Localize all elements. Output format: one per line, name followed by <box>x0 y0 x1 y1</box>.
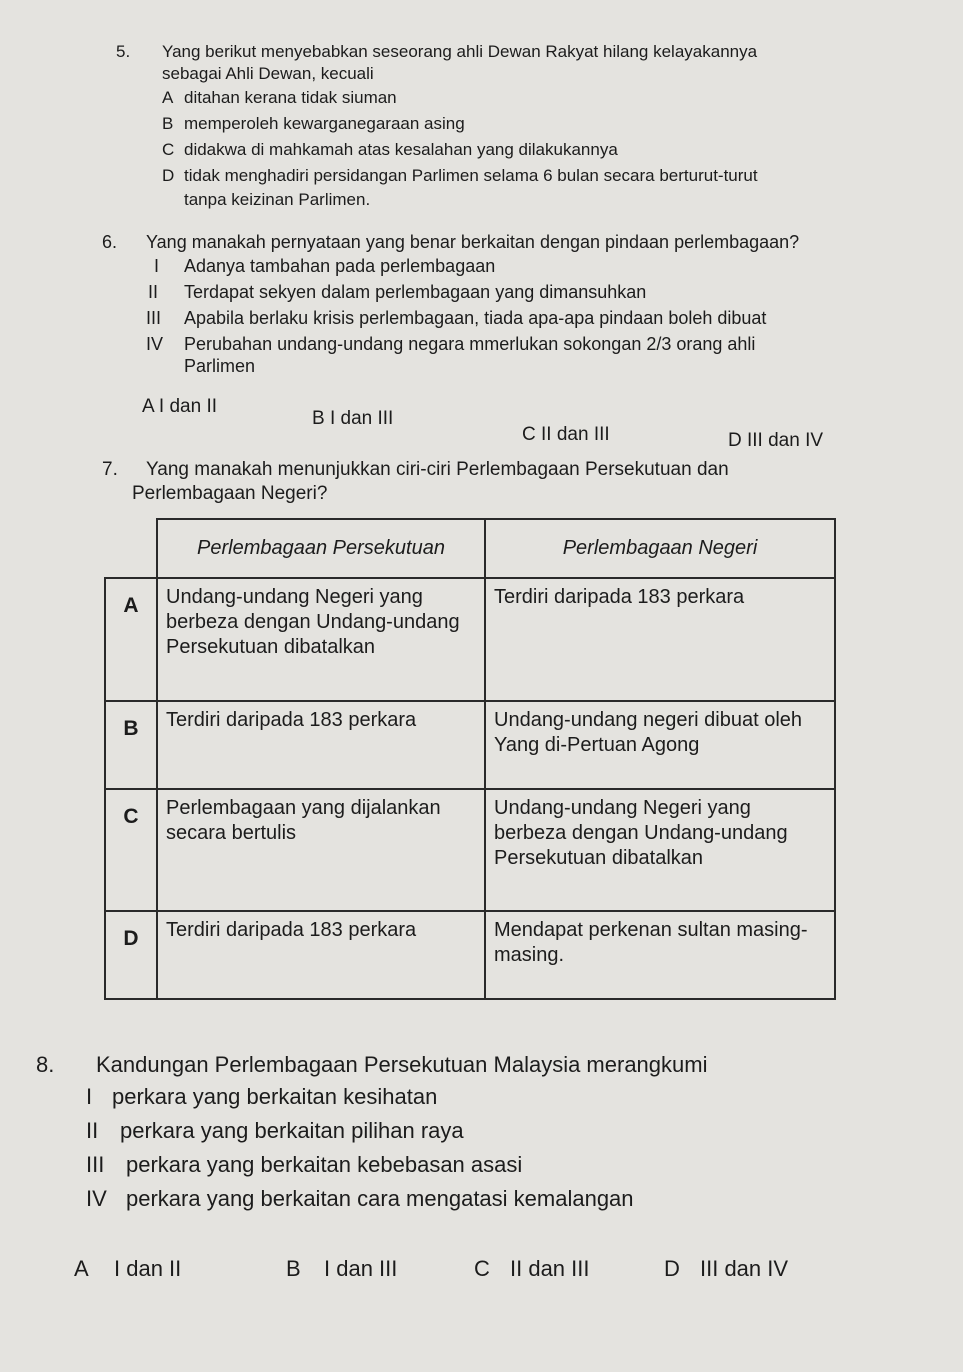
q8-stem: Kandungan Perlembagaan Persekutuan Malaysia merangkumi <box>96 1052 708 1077</box>
q6-statement-iv-text: Perubahan undang-undang negara mmerlukan sokongan 2/3 orang ahli <box>184 334 756 354</box>
q8-answer-c-letter: C <box>474 1256 490 1281</box>
q6-answer-c: C II dan III <box>522 424 610 445</box>
q7-number: 7. <box>102 459 118 480</box>
q6-statement-ii-roman: II <box>148 282 159 302</box>
q6-statement-i-text: Adanya tambahan pada perlembagaan <box>184 256 496 276</box>
table-cell-negeri: Mendapat perkenan sultan masing-masing. <box>485 911 835 999</box>
q6-statement-iv-roman: IV <box>146 334 164 354</box>
q6-answer-b: B I dan III <box>312 408 394 429</box>
q5-number: 5. <box>116 42 131 61</box>
q8-answer-d-text: III dan IV <box>700 1256 789 1281</box>
q6-statement-iii-roman: III <box>146 308 162 328</box>
q8-answer-b-letter: B <box>286 1256 301 1281</box>
q6-answer-d: D III dan IV <box>728 430 824 451</box>
q5-option-a-text: ditahan kerana tidak siuman <box>184 88 397 107</box>
table-cell-negeri: Terdiri daripada 183 perkara <box>485 578 835 700</box>
q6-statement-iv-text-cont: Parlimen <box>184 356 256 376</box>
table-row-label: C <box>105 789 157 911</box>
table-cell-persekutuan: Terdiri daripada 183 perkara <box>157 911 485 999</box>
q5-option-c-letter: C <box>162 140 175 159</box>
q5-option-b-letter: B <box>162 114 174 133</box>
q8-statement-ii-roman: II <box>86 1118 99 1143</box>
q5-stem-line2: sebagai Ahli Dewan, kecuali <box>162 64 374 83</box>
q8-statement-i-text: perkara yang berkaitan kesihatan <box>112 1084 438 1109</box>
table-cell-persekutuan: Undang-undang Negeri yang berbeza dengan Undang-undang Persekutuan dibatalkan <box>157 578 485 700</box>
q5-option-d-text: tidak menghadiri persidangan Parlimen selama 6 bulan secara berturut-turut <box>184 166 758 185</box>
table-header-blank <box>105 519 157 578</box>
q6-answer-a: A I dan II <box>142 396 217 417</box>
table-row <box>105 911 835 999</box>
q5-option-d-text-cont: tanpa keizinan Parlimen. <box>184 190 371 209</box>
q5-option-b-text: memperoleh kewarganegaraan asing <box>184 114 465 133</box>
q8-answer-d-letter: D <box>664 1256 680 1281</box>
q6-statement-iii-text: Apabila berlaku krisis perlembagaan, tiada apa-apa pindaan boleh dibuat <box>184 308 767 328</box>
table-row-label: B <box>105 701 157 789</box>
q8-answer-a-letter: A <box>74 1256 89 1281</box>
q6-statement-ii-text: Terdapat sekyen dalam perlembagaan yang dimansuhkan <box>184 282 647 302</box>
q8-statement-i-roman: I <box>86 1084 93 1109</box>
q7-stem-line1: Yang manakah menunjukkan ciri-ciri Perlembagaan Persekutuan dan <box>146 459 729 480</box>
table-cell-negeri: Undang-undang Negeri yang berbeza dengan Undang-undang Persekutuan dibatalkan <box>485 789 835 911</box>
q5-option-c-text: didakwa di mahkamah atas kesalahan yang dilakukannya <box>184 140 618 159</box>
q6-stem: Yang manakah pernyataan yang benar berkaitan dengan pindaan perlembagaan? <box>146 232 800 252</box>
q5-stem-line1: Yang berikut menyebabkan seseorang ahli Dewan Rakyat hilang kelayakannya <box>162 42 758 61</box>
q8-answer-a-text: I dan II <box>114 1256 182 1281</box>
q8-statement-iv-roman: IV <box>86 1186 107 1211</box>
table-row <box>105 578 835 700</box>
q8-statement-iii-roman: III <box>86 1152 105 1177</box>
table-cell-persekutuan: Terdiri daripada 183 perkara <box>157 701 485 789</box>
q7-stem-line2: Perlembagaan Negeri? <box>132 483 328 504</box>
table-cell-persekutuan: Perlembagaan yang dijalankan secara bertulis <box>157 789 485 911</box>
table-header-row <box>105 519 835 578</box>
q8-number: 8. <box>36 1052 55 1077</box>
q5-option-d-letter: D <box>162 166 175 185</box>
table-row <box>105 789 835 911</box>
q8-answer-c-text: II dan III <box>510 1256 590 1281</box>
q5-option-a-letter: A <box>162 88 174 107</box>
table-row <box>105 701 835 789</box>
q7-comparison-table <box>104 518 836 1000</box>
table-header-persekutuan: Perlembagaan Persekutuan <box>157 519 485 578</box>
q8-statement-iv-text: perkara yang berkaitan cara mengatasi kemalangan <box>126 1186 634 1211</box>
q6-statement-i-roman: I <box>154 256 160 276</box>
table-row-label: D <box>105 911 157 999</box>
table-header-negeri: Perlembagaan Negeri <box>485 519 835 578</box>
q8-answer-b-text: I dan III <box>324 1256 398 1281</box>
q8-statement-ii-text: perkara yang berkaitan pilihan raya <box>120 1118 464 1143</box>
table-cell-negeri: Undang-undang negeri dibuat oleh Yang di-Pertuan Agong <box>485 701 835 789</box>
table-row-label: A <box>105 578 157 700</box>
q6-number: 6. <box>102 232 118 252</box>
q8-statement-iii-text: perkara yang berkaitan kebebasan asasi <box>126 1152 523 1177</box>
